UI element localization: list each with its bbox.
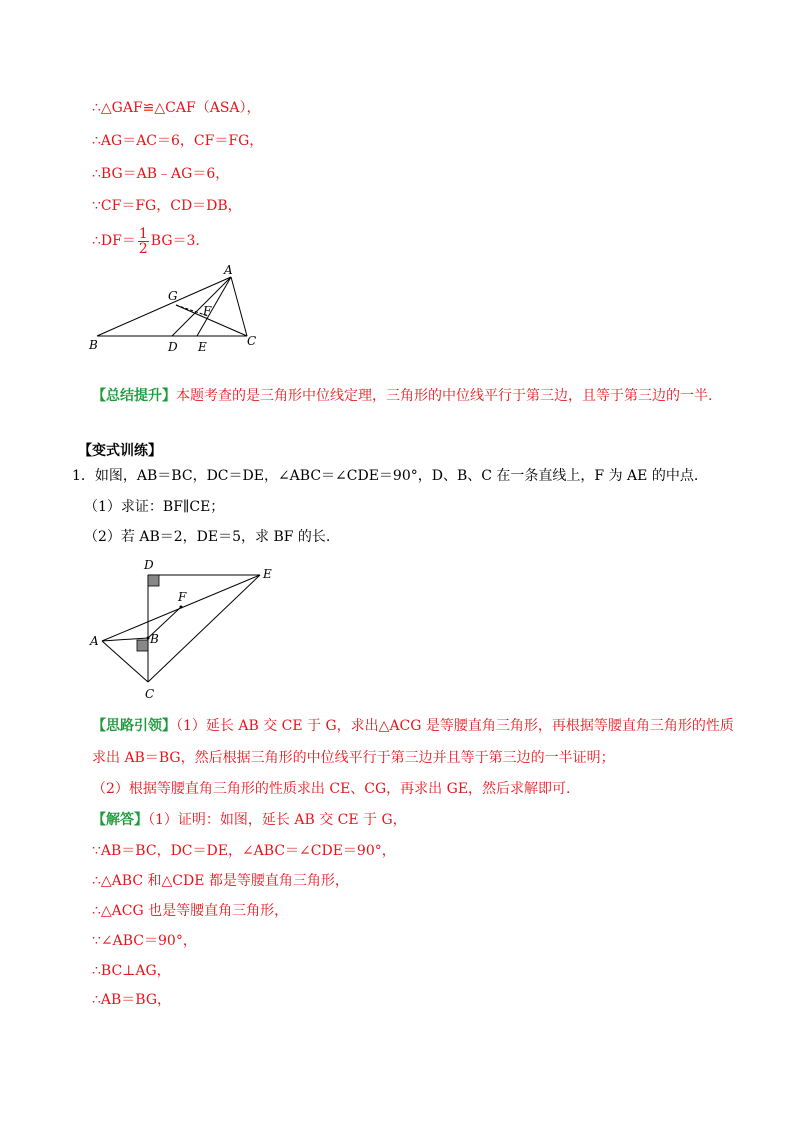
summary-tag: 【总结提升】 — [92, 388, 176, 404]
proof-step-df — [92, 226, 200, 256]
problem-part1: （1）求证：BF∥CE； — [84, 499, 225, 515]
figure-triangle-2 — [88, 555, 283, 705]
figure-triangle-1 — [85, 262, 270, 357]
variant-title: 【变式训练】 — [78, 443, 162, 459]
proof-step: ∴BG＝AB﹣AG＝6， — [92, 166, 230, 182]
problem-line: 1．如图，AB＝BC，DC＝DE，∠ABC＝∠CDE＝90°，D、B、C 在一条直线上，F 为 AE 的中点. — [72, 468, 699, 484]
answer-step: ∴△ACG 也是等腰直角三角形， — [92, 903, 289, 919]
proof-step: ∴AG＝AC＝6，CF＝FG， — [92, 133, 264, 149]
hint-line3: （2）根据等腰直角三角形的性质求出 CE、CG，再求出 GE，然后求解即可. — [92, 781, 571, 797]
label-D: D — [168, 340, 178, 354]
answer-tag: 【解答】 — [92, 812, 148, 828]
label-A: A — [224, 263, 233, 277]
proof-step: ∴△GAF≌△CAF（ASA）， — [92, 100, 261, 116]
label-C: C — [247, 334, 257, 348]
label-E: E — [263, 567, 272, 581]
summary — [92, 386, 712, 406]
label-F: F — [178, 590, 187, 604]
problem-part2: （2）若 AB＝2，DE＝5，求 BF 的长. — [84, 529, 331, 545]
label-E: E — [198, 340, 207, 354]
df-prefix: ∴DF＝ — [92, 233, 136, 249]
hint-tag: 【思路引领】 — [92, 718, 176, 734]
answer-step: ∵AB＝BC，DC＝DE，∠ABC＝∠CDE＝90°， — [92, 843, 396, 859]
label-F: F — [203, 304, 212, 318]
answer-step: ∴AB＝BG， — [92, 992, 172, 1008]
answer-step: ∴△ABC 和△CDE 都是等腰直角三角形， — [92, 873, 349, 889]
summary-text: 本题考查的是三角形中位线定理，三角形的中位线平行于第三边，且等于第三边的一半. — [176, 388, 713, 404]
hint-line1: 【思路引领】（1）延长 AB 交 CE 于 G，求出△ACG 是等腰直角三角形，再根据等腰直角三角形的性质 — [92, 718, 734, 734]
answer-step: ∴BC⊥AG， — [92, 963, 171, 979]
label-B: B — [150, 632, 159, 646]
proof-step: ∵CF＝FG，CD＝DB， — [92, 198, 242, 214]
label-A: A — [90, 634, 99, 648]
label-C: C — [145, 687, 155, 701]
df-suffix: BG＝3. — [150, 233, 200, 249]
hint-line2: 求出 AB＝BG，然后根据三角形的中位线平行于第三边并且等于第三边的一半证明； — [92, 750, 615, 766]
fraction-half: $\frac{1}{2}$ — [138, 225, 148, 257]
answer-step: ∵∠ABC＝90°， — [92, 933, 197, 949]
label-G: G — [168, 289, 178, 303]
label-B: B — [89, 338, 98, 352]
answer-intro: 【解答】（1）证明：如图，延长 AB 交 CE 于 G， — [92, 812, 407, 828]
label-D: D — [144, 558, 154, 572]
